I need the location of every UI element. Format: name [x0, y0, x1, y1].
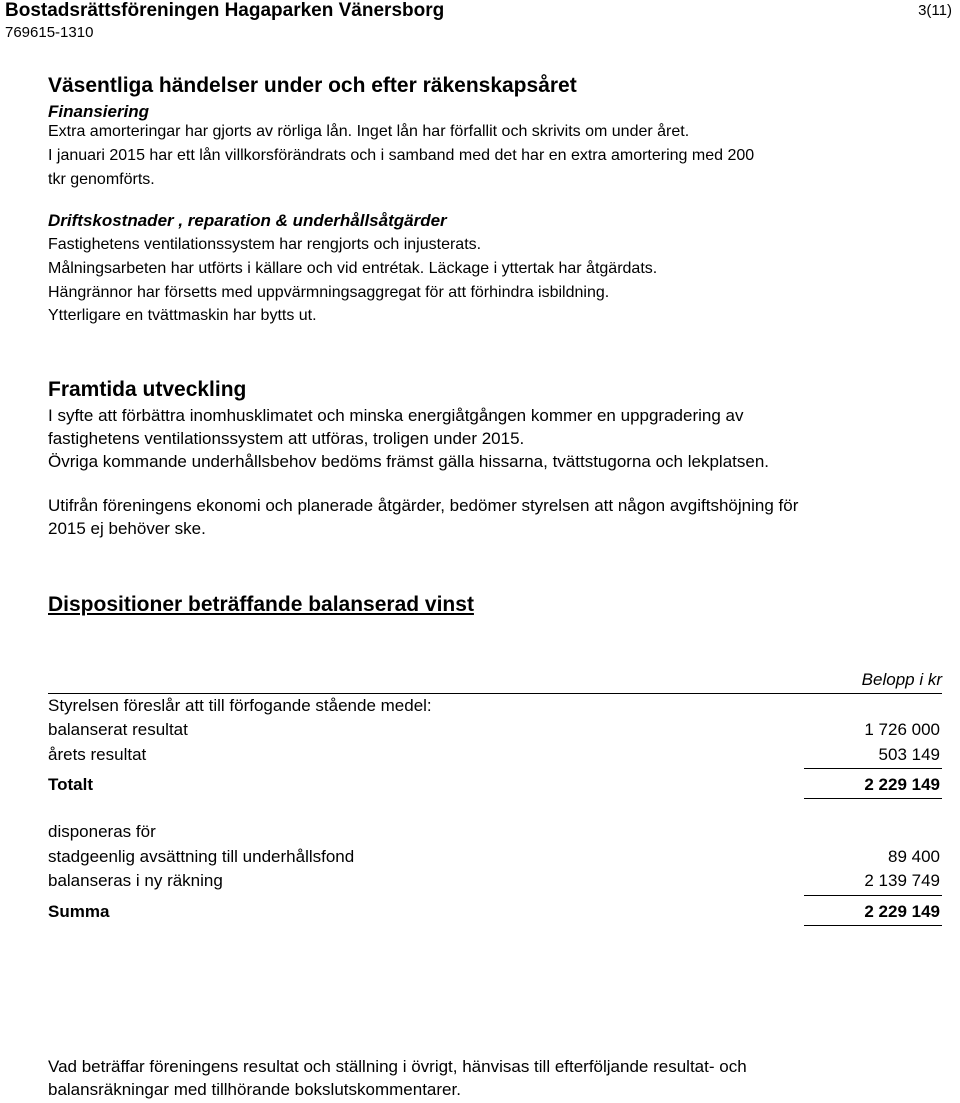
total-rule — [804, 798, 942, 799]
column-header-amount: Belopp i kr — [861, 670, 942, 689]
table-row-label: årets resultat — [48, 745, 147, 764]
total-value: 2 229 149 — [864, 775, 940, 794]
footer-text-line: Vad beträffar föreningens resultat och ställning i övrigt, hänvisas till efterföljande resultat- och — [48, 1057, 747, 1076]
organization-number: 769615-1310 — [5, 24, 94, 41]
subheading-financing: Finansiering — [48, 102, 150, 121]
table-row-label: stadgeenlig avsättning till underhållsfond — [48, 847, 355, 866]
paragraph-line: Extra amorteringar har gjorts av rörliga lån. Inget lån har förfallit och skrivits om under året. — [48, 123, 690, 140]
disposition-label: disponeras för — [48, 822, 156, 841]
paragraph-line: Ytterligare en tvättmaskin har bytts ut. — [48, 307, 317, 324]
paragraph-line: fastighetens ventilationssystem att utföras, troligen under 2015. — [48, 429, 525, 448]
subtotal-rule — [804, 768, 942, 769]
section-title-future: Framtida utveckling — [48, 378, 247, 401]
organization-name: Bostadsrättsföreningen Hagaparken Vänersborg — [5, 0, 445, 21]
table-row-value: 503 149 — [878, 745, 940, 764]
section-title-dispositions: Dispositioner beträffande balanserad vinst — [48, 593, 474, 616]
paragraph-line: Övriga kommande underhållsbehov bedöms främst gälla hissarna, tvättstugorna och lekplatsen. — [48, 452, 769, 471]
paragraph-line: 2015 ej behöver ske. — [48, 519, 206, 538]
subheading-operating-costs: Driftskostnader , reparation & underhållsåtgärder — [48, 211, 447, 230]
paragraph-line: Fastighetens ventilationssystem har rengjorts och injusterats. — [48, 236, 482, 253]
table-row-value: 2 139 749 — [864, 871, 940, 890]
paragraph-line: Hängrännor har försetts med uppvärmningsaggregat för att förhindra isbildning. — [48, 284, 610, 301]
section-title-events: Väsentliga händelser under och efter räkenskapsåret — [48, 74, 577, 97]
paragraph-line: Målningsarbeten har utförts i källare och vid entrétak. Läckage i yttertak har åtgärdats. — [48, 260, 658, 277]
table-intro: Styrelsen föreslår att till förfogande stående medel: — [48, 696, 432, 715]
paragraph-line: Utifrån föreningens ekonomi och planerade åtgärder, bedömer styrelsen att någon avgiftshöjning för — [48, 496, 799, 515]
table-row-label: balanseras i ny räkning — [48, 871, 223, 890]
total-label: Totalt — [48, 775, 94, 794]
table-rule — [48, 693, 942, 694]
paragraph-line: tkr genomförts. — [48, 171, 155, 188]
table-row-value: 89 400 — [888, 847, 940, 866]
sum-value: 2 229 149 — [864, 902, 940, 921]
footer-text-line: balansräkningar med tillhörande bokslutskommentarer. — [48, 1080, 461, 1099]
table-row-label: balanserat resultat — [48, 720, 188, 739]
sum-label: Summa — [48, 902, 110, 921]
page-number: 3(11) — [918, 2, 952, 19]
table-row-value: 1 726 000 — [864, 720, 940, 739]
paragraph-line: I syfte att förbättra inomhusklimatet och minska energiåtgången kommer en uppgradering av — [48, 406, 744, 425]
paragraph-line: I januari 2015 har ett lån villkorsförändrats och i samband med det har en extra amortering med 200 — [48, 147, 755, 164]
subtotal-rule — [804, 895, 942, 896]
sum-rule — [804, 925, 942, 926]
